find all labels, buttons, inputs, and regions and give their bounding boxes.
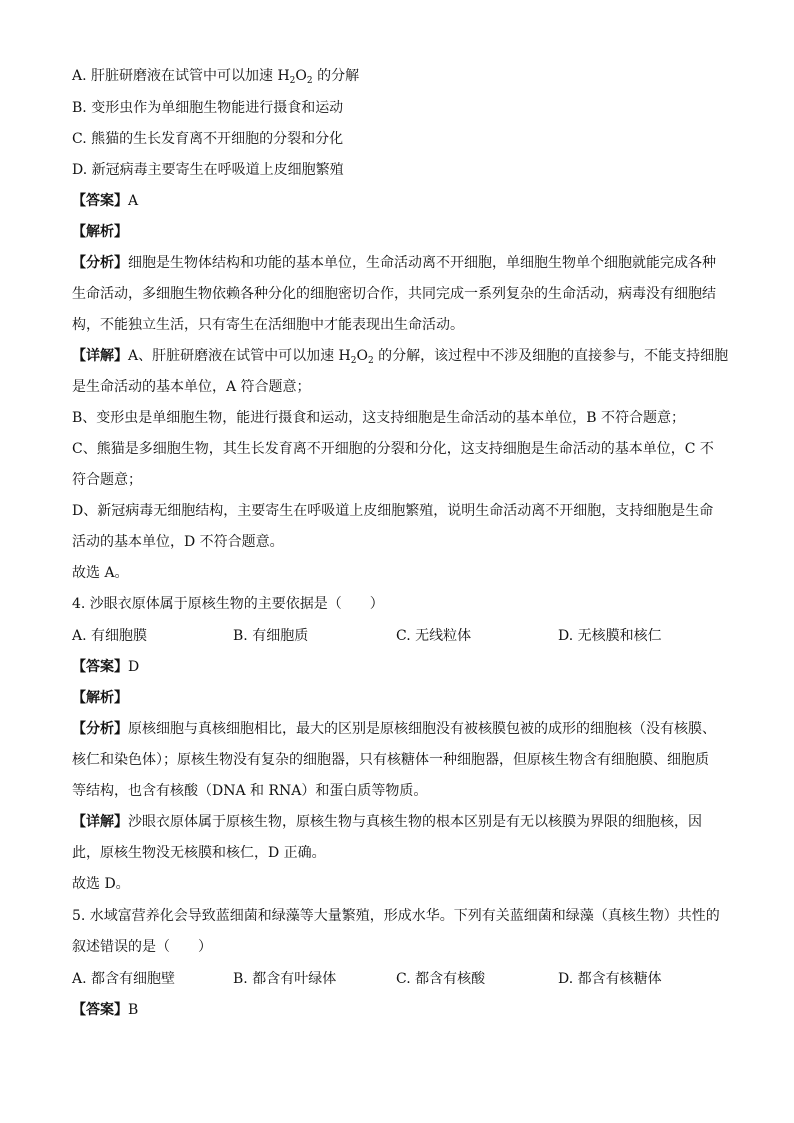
subscript: 2	[306, 76, 313, 86]
answer-value: A	[128, 193, 139, 209]
q5-stem-line1: 5. 水域富营养化会导致蓝细菌和绿藻等大量繁殖，形成水华。下列有关蓝细菌和绿藻（真核生物）共性的	[72, 908, 720, 924]
q3-option-c: C. 熊猫的生长发育离不开细胞的分裂和分化	[72, 131, 344, 147]
q4-answer	[72, 657, 139, 677]
fenxi-text: 细胞是生物体结构和功能的基本单位，生命活动离不开细胞，单细胞生物单个细胞就能完成各种	[128, 255, 716, 271]
q3-xiangjie-line2: 是生命活动的基本单位，A 符合题意；	[72, 379, 311, 395]
q4-fenxi-line3: 等结构，也含有核酸（DNA 和 RNA）和蛋白质等物质。	[72, 783, 428, 799]
q3-xiangjie-line7: 活动的基本单位，D 不符合题意。	[72, 534, 284, 550]
q4-fenxi-line1	[72, 719, 716, 739]
xiangjie-text: 沙眼衣原体属于原核生物，原核生物与真核生物的根本区别是有无以核膜为界限的细胞核，因	[128, 814, 702, 830]
subscript: 2	[368, 356, 374, 366]
q4-option-b: B. 有细胞质	[233, 628, 309, 644]
subscript: 2	[350, 356, 357, 366]
q3-fenxi-line3: 构，不能独立生活，只有寄生在活细胞中才能表现出生命活动。	[72, 317, 464, 333]
subscript: 2	[289, 76, 296, 86]
q4-stem: 4. 沙眼衣原体属于原核生物的主要依据是（ ）	[72, 596, 384, 612]
q5-option-b: B. 都含有叶绿体	[233, 971, 337, 987]
q3-xiangjie-line5: 符合题意；	[72, 472, 142, 488]
q3-option-b: B. 变形虫作为单细胞生物能进行摄食和运动	[72, 100, 344, 116]
fenxi-tag: 【分析】	[72, 255, 128, 271]
q4-xiangjie-line1	[72, 812, 702, 832]
xiangjie-tag: 【详解】	[72, 814, 128, 830]
q4-xiangjie-line2: 此，原核生物没无核膜和核仁，D 正确。	[72, 845, 326, 861]
q5-option-d: D. 都含有核糖体	[558, 971, 662, 987]
formula-part: O	[356, 348, 368, 364]
q3-fenxi-line2: 生命活动，多细胞生物依赖各种分化的细胞密切合作，共同完成一系列复杂的生命活动，病毒没有细胞结	[72, 286, 716, 302]
q3-option-a-tail: 的分解	[312, 68, 360, 84]
q4-option-c: C. 无线粒体	[396, 628, 472, 644]
answer-tag: 【答案】	[72, 1002, 128, 1018]
q3-choose: 故选 A。	[72, 565, 129, 581]
q4-option-a: A. 有细胞膜	[72, 628, 148, 644]
q5-option-c: C. 都含有核酸	[396, 971, 486, 987]
xiangjie-tag: 【详解】	[72, 348, 128, 364]
fenxi-text: 原核细胞与真核细胞相比，最大的区别是原核细胞没有被核膜包被的成形的细胞核（没有核膜、	[128, 721, 716, 737]
answer-value: D	[128, 659, 140, 675]
q3-xiangjie-line3: B、变形虫是单细胞生物，能进行摄食和运动，这支持细胞是生命活动的基本单位，B 不符合题意；	[72, 410, 686, 426]
q4-choose: 故选 D。	[72, 876, 130, 892]
q3-answer	[72, 191, 138, 211]
q5-answer	[72, 1000, 138, 1020]
q4-jiexi-heading: 【解析】	[72, 690, 128, 706]
q5-stem-line2: 叙述错误的是（ ）	[72, 939, 212, 955]
fenxi-tag: 【分析】	[72, 721, 128, 737]
q4-option-d: D. 无核膜和核仁	[558, 628, 662, 644]
q4-fenxi-line2: 核仁和染色体）；原核生物没有复杂的细胞器，只有核糖体一种细胞器，但原核生物含有细胞膜、细胞质	[72, 752, 709, 768]
q3-option-a-text: A. 肝脏研磨液在试管中可以加速 H	[72, 68, 290, 84]
q3-option-a	[72, 66, 359, 86]
q5-option-a: A. 都含有细胞壁	[72, 971, 176, 987]
q3-jiexi-heading: 【解析】	[72, 224, 128, 240]
answer-value: B	[128, 1002, 139, 1018]
answer-tag: 【答案】	[72, 193, 128, 209]
xiangjie-text-tail: 的分解，该过程中不涉及细胞的直接参与，不能支持细胞	[373, 348, 729, 364]
q3-option-d: D. 新冠病毒主要寄生在呼吸道上皮细胞繁殖	[72, 162, 344, 178]
q3-xiangjie-line1	[72, 346, 728, 366]
answer-tag: 【答案】	[72, 659, 128, 675]
q3-xiangjie-line6: D、新冠病毒无细胞结构，主要寄生在呼吸道上皮细胞繁殖，说明生命活动离不开细胞，支持细胞是生命	[72, 503, 714, 519]
q3-xiangjie-line4: C、熊猫是多细胞生物，其生长发育离不开细胞的分裂和分化，这支持细胞是生命活动的基本单位，C 不	[72, 441, 714, 457]
q3-fenxi-line1	[72, 253, 716, 273]
formula-part: O	[295, 68, 307, 84]
xiangjie-text: A、肝脏研磨液在试管中可以加速 H	[128, 348, 351, 364]
